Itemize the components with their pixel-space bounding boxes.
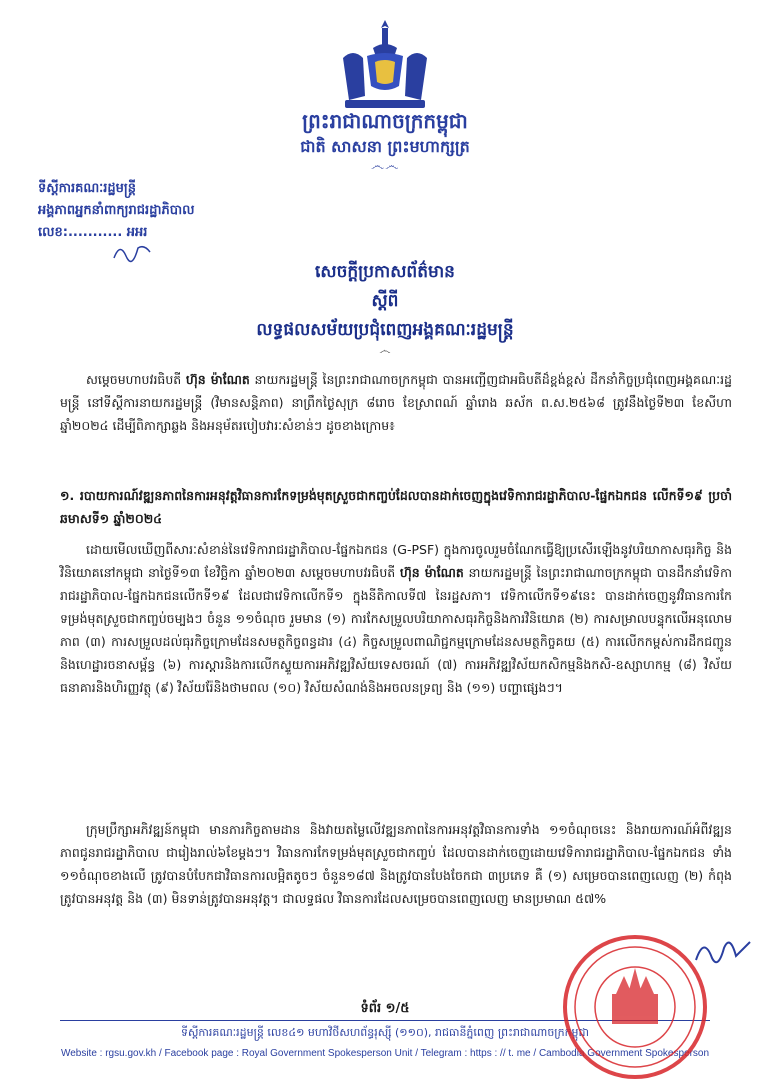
prime-minister-name: ហ៊ុន ម៉ាណែត [399,565,464,580]
office-line-1: ទីស្ដីការគណៈរដ្ឋមន្ត្រី [38,181,136,196]
signature [690,930,760,975]
title-line-1: សេចក្តីប្រកាសព័ត៌មាន [315,262,455,282]
intro-paragraph: សម្តេចមហាបវរធិបតី ហ៊ុន ម៉ាណែត នាយករដ្ឋមន្ត្រី នៃព្រះរាជាណាចក្រកម្ពុជា បានអញ្ជើញជាអធិបតីដ៏ខ្ពង់ខ្ពស់ ដឹកនាំកិច្ចប្រជុំពេញអង្គគណៈរដ្ឋមន្ត្រី នៅទីស្ដីការនាយករដ្ឋមន្ត្រី (វិមានសន្តិភាព) នាព្រឹកថ្ងៃសុក្រ ៨រោច ខែស្រាពណ៍ ឆ្នាំរោង ឆស័ក ព.ស.២៥៦៨ ត្រូវនឹងថ្ងៃទី២៣ ខែសីហា ឆ្នាំ២០២៤ ដើម្បីពិភាក្សាឆ្លង និងអនុម័តរបៀបវារៈសំខាន់ៗ ដូចខាងក្រោម៖ [60,372,732,433]
official-seal-icon [560,932,710,1082]
page-number: ទំព័រ ១/៥ [360,1001,410,1016]
body-paragraph-2: ដោយមើលឃើញពីសារៈសំខាន់នៃវេទិការាជរដ្ឋាភិបាល-ផ្នែកឯកជន (G-PSF) ក្នុងការចូលរួមចំណែកធ្វើឱ្យប្រសើរឡើងនូវបរិយាកាសធុរកិច្ច និងវិនិយោគនៅកម្ពុជា នាថ្ងៃទី១៣ ខែវិច្ឆិកា ឆ្នាំ២០២៣ សម្តេចមហាបវរធិបតី ហ៊ុន ម៉ាណែត នាយករដ្ឋមន្ត្រី នៃព្រះរាជាណាចក្រកម្ពុជា បានដឹកនាំវេទិការាជរដ្ឋាភិបាល-ផ្នែកឯកជនលើកទី១៩ ដែលជាវេទិកាលើកទី១ ក្នុងនីតិកាលទី៧ នៃរដ្ឋសភា។ វេទិកាលើកទី១៩នេះ បានដាក់ចេញនូវវិធានការកែទម្រង់មុតស្រួចជាកញ្ចប់ចម្បងៗ ចំនួន ១១ចំណុច រួមមាន (១) ការកែសម្រួលបរិយាកាសធុរកិច្ចនិងការវិនិយោគ (២) ការសម្រាលបន្ទុកលើអនុលោមភាព (៣) ការសម្រួលដល់ធុរកិច្ចក្រោមដែនសមត្ថកិច្ចពន្ធដារ (៤) កិច្ចសម្រួលពាណិជ្ជកម្មក្រោមដែនសមត្ថកិច្ចគយ (៥) ការលើកកម្ពស់ការដឹកជញ្ជូននិងហេដ្ឋារចនាសម្ព័ន្ធ (៦) ការស្តារនិងការលើកស្ទួយការអភិវឌ្ឍវិស័យទេសចរណ៍ (៧) ការអភិវឌ្ឍវិស័យកសិកម្មនិងកសិ-ឧស្សាហកម្ម (៨) វិស័យធនាគារនិងហិរញ្ញវត្ថុ (៩) វិស័យរ៉ែនិងថាមពល (១០) វិស័យសំណង់និងអចលនទ្រព្យ និង (១១) បញ្ហាផ្សេងៗ។ [60,542,732,695]
agenda-item-1-heading: ១. របាយការណ៍វឌ្ឍនភាពនៃការអនុវត្តវិធានការកែទម្រង់មុតស្រួចជាកញ្ចប់ដែលបានដាក់ចេញក្នុងវេទិការាជរដ្ឋាភិបាល-ផ្នែកឯកជន លើកទី១៩ ប្រចាំឆមាសទី១ ឆ្នាំ២០២៤ [60,488,732,526]
footer-address: ទីស្ដីការគណៈរដ្ឋមន្ត្រី លេខ៤១ មហាវិថីសហព័ន្ធរុស្ស៊ី (១១០), រាជធានីភ្នំពេញ ព្រះរាជាណាចក្រកម្ពុជា [180,1026,590,1039]
title-line-3: លទ្ធផលសម័យប្រជុំពេញអង្គគណៈរដ្ឋមន្ត្រី [256,320,514,340]
body-paragraph-3: ក្រុមប្រឹក្សាអភិវឌ្ឍន៍កម្ពុជា មានភារកិច្ចតាមដាន និងវាយតម្លៃលើវឌ្ឍនភាពនៃការអនុវត្តវិធានការទាំង ១១ចំណុចនេះ និងរាយការណ៍អំពីវឌ្ឍនភាពជូនរាជរដ្ឋាភិបាល ជារៀងរាល់៦ខែម្តងៗ។ វិធានការកែទម្រង់មុតស្រួចជាកញ្ចប់ ដែលបានដាក់ចេញដោយវេទិការាជរដ្ឋាភិបាល-ផ្នែកឯកជន ទាំង ១១ចំណុចខាងលើ ត្រូវបានបំបែកជាវិធានការលម្អិតតូចៗ ចំនួន១៨៧ និងត្រូវបានបែងចែកជា ៣ប្រភេទ គឺ (១) សម្រេចបានពេញលេញ (២) កំពុងត្រូវបានអនុវត្ត និង (៣) មិនទាន់ត្រូវបានអនុវត្ត។ ជាលទ្ធផល វិធានការដែលសម្រេចបានពេញលេញ មានប្រមាណ ៥៧% [60,822,732,906]
title-line-2: ស្តីពី [371,291,399,311]
national-motto: ជាតិ សាសនា ព្រះមហាក្សត្រ [300,137,470,156]
reference-number: លេខ:........... អអរ [38,225,148,240]
title-ornament: ෴ [379,343,391,357]
footer-contacts: Website : rgsu.gov.kh / Facebook page : Royal Government Spokesperson Unit / Telegram : https : // t. me / Cambodia Government Spokesperson [60,1048,710,1059]
document-title [150,258,620,345]
header-ornament: ෴෴ [370,158,400,174]
royal-coat-of-arms-icon [335,18,435,110]
kingdom-name: ព្រះរាជាណាចក្រកម្ពុជា [302,109,468,133]
initials-signature [110,238,155,266]
prime-minister-name: ហ៊ុន ម៉ាណែត [185,372,250,387]
issuing-office [38,178,298,222]
office-line-2: អង្គភាពអ្នកនាំពាក្យរាជរដ្ឋាភិបាល [38,203,195,218]
